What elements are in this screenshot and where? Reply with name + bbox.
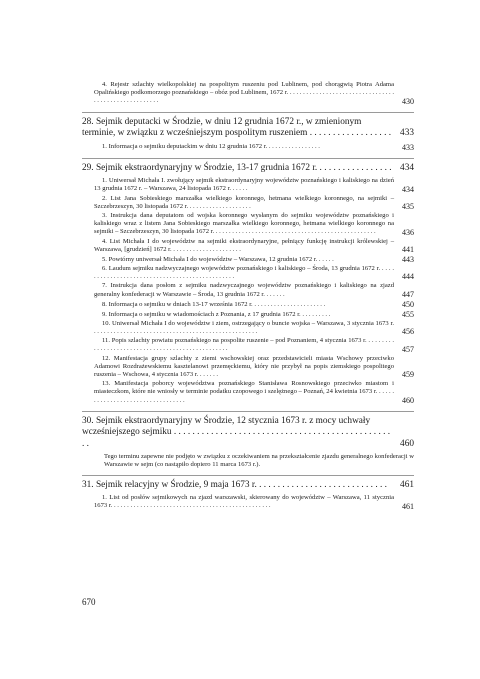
toc-section-31 xyxy=(82,475,414,511)
toc-item-page: 430 xyxy=(402,96,414,106)
toc-section-page: 460 xyxy=(400,438,414,449)
toc-item-text: 6. Laudum sejmiku nadzwyczajnego województw poznańskiego i kaliskiego – Środa, 13 grudnia 1672 r. . . . . . . . . . . . . . . . . . . . . . . . . . . . . . . . . . . . . . . . . . . . . . . . xyxy=(94,264,394,281)
toc-section-28 xyxy=(82,112,414,158)
toc-item xyxy=(82,265,414,281)
toc-section-page: 433 xyxy=(400,128,414,139)
toc-section-page: 461 xyxy=(400,479,414,490)
toc-item xyxy=(82,143,414,152)
toc-item-page: 433 xyxy=(402,142,414,152)
toc-section-heading xyxy=(82,476,414,492)
toc-section-heading xyxy=(82,113,414,140)
toc-item-text: 7. Instrukcja dana posłom z sejmiku nadzwyczajnego województw poznańskiego i kaliskiego na zjazd generalny konfederacji w Warszawie – Środa, 13 grudnia 1672 r. . . . . . . xyxy=(94,282,394,298)
toc-item xyxy=(82,255,414,264)
toc-item-page: 441 xyxy=(402,244,414,254)
toc-item-page: 450 xyxy=(402,299,414,309)
toc-item xyxy=(82,355,414,380)
toc-item xyxy=(82,337,414,353)
toc-item-page: 447 xyxy=(402,289,414,299)
toc-section-page: 434 xyxy=(400,162,414,173)
toc-section-30 xyxy=(82,411,414,475)
toc-item xyxy=(82,195,414,211)
toc-item-text: 4. List Michała I do województw na sejmiki ekstraordynaryjne, pełniący funkcję instrukcji królewskiej – Warszawa, [grudzień] 1672 r. . . . . . . . . . . . . . . . . . . . . . xyxy=(94,237,394,253)
toc-item xyxy=(82,282,414,298)
toc-item xyxy=(82,81,414,106)
toc-section-title: 30. Sejmik ekstraordynaryjny w Środzie, 12 stycznia 1673 r. z mocy uchwały wcześniejszego sejmiku . . . . . . . . . . . . . . . . . . . . . . . . . . . . . . . . . . . . . . . . . . . . . . . . . xyxy=(82,415,391,449)
toc-item-page: 434 xyxy=(402,184,414,194)
toc-item-text: 1. Uniwersał Michała I. zwołujący sejmik ekstraordynaryjny województw poznańskiego i kaliskiego na dzień 13 grudnia 1672 r. – Warszawa, 24 listopada 1672 r. . . . . . xyxy=(94,177,394,193)
toc-item xyxy=(82,380,414,405)
toc-item-page: 455 xyxy=(402,309,414,319)
toc-item-page: 444 xyxy=(402,272,414,282)
toc-item-page: 460 xyxy=(402,395,414,405)
toc-item-text: 9. Informacja o sejmiku w wiadomościach z Poznania, z 17 grudnia 1672 r. . . . . . . . . . xyxy=(102,310,331,318)
toc-item xyxy=(82,177,414,193)
toc-item-text: 1. Informacja o sejmiku deputackim w dniu 12 grudnia 1672 r. . . . . . . . . . . . . . . . . xyxy=(102,143,320,151)
toc-section-heading xyxy=(82,159,414,175)
toc-item-text: 8. Informacja o sejmiku w dniach 13-17 września 1672 r. . . . . . . . . . . . . . . . . . . . . . . xyxy=(102,300,326,308)
toc-item-page: 435 xyxy=(402,201,414,211)
toc-item-text: 4. Rejestr szlachty wielkopolskiej na pospolitym ruszeniu pod Lublinem, pod chorągwią Piotra Adama Opalińskiego podkomorzego poznańskiego – obóz pod Lublinem, 1672 r. . . . . . . . . . . . . . . . . . . . . . . . . . . . . . . . . . . . . . . . . . . . . . . . . . . . . xyxy=(94,81,394,105)
toc-item xyxy=(82,494,414,510)
toc-item-page: 461 xyxy=(402,501,414,511)
page-number: 670 xyxy=(82,597,96,607)
toc-items xyxy=(82,177,414,405)
toc-section-title: 29. Sejmik ekstraordynaryjny w Środzie, 13-17 grudnia 1672 r. . . . . . . . . . . . . . . . . xyxy=(82,162,392,173)
toc-items xyxy=(82,494,414,510)
toc-item xyxy=(82,238,414,254)
toc-item-text: 13. Manifestacja poborcy województwa poznańskiego Stanisława Rosnowskiego przeciwko miastom i miasteczkom, które nie wniosły w terminie podatku czopowego i szelężnego – Poznań, 24 kwietnia 1673 r. . . . . . . . . . . . . . . . . . . . . . . . . . . . . . . . . . xyxy=(94,380,394,404)
table-of-contents xyxy=(82,81,414,512)
toc-item-text: 1. List od posłów sejmikowych na zjazd warszawski, skierowany do województw – Warszawa, 11 stycznia 1673 r. . . . . . . . . . . . . . . . . . . . . . . . . . . . . . . . . . . . . . . . . . . . . . . . . xyxy=(94,494,394,510)
toc-item-text: 3. Instrukcja dana deputatom od wojska koronnego wysłanym do sejmiku województw poznańskiego i kaliskiego wraz z listem Jana Sobieskiego marszałka wielkiego koronnego, hetmana wielkiego koronnego na sejmiki – Szczebrzeszyn, 30 listopada 1672 r. . . . . . . . . . . . . . . . . . . . . . . . . . . . . . . . . . . . . . . . . . . . . . . . . . xyxy=(94,211,394,236)
toc-item xyxy=(82,212,414,237)
toc-section-note: Tego terminu zapewne nie podjęto w związku z oczekiwaniem na przekształcenie zjazdu generalnego konfederacji w Warszawie w sejm (co nastąpiło dopiero 11 marca 1673 r.). xyxy=(104,453,414,469)
toc-section-heading xyxy=(82,412,414,451)
toc-item-page: 443 xyxy=(402,254,414,264)
toc-item-page: 436 xyxy=(402,227,414,237)
toc-section-title: 28. Sejmik deputacki w Środzie, w dniu 12 grudnia 1672 r., w zmienionym terminie, w związku z wcześniejszym pospolitym ruszeniem . . . . . . . . . . . . . . . . . . xyxy=(82,116,392,139)
toc-item-text: 5. Powtórny uniwersał Michała I do województw – Warszawa, 12 grudnia 1672 r. . . . . . xyxy=(102,255,334,263)
toc-item-page: 457 xyxy=(402,344,414,354)
toc-section-29 xyxy=(82,158,414,411)
toc-section-title: 31. Sejmik relacyjny w Środzie, 9 maja 1673 r. . . . . . . . . . . . . . . . . . . . . . . . . . . . . xyxy=(82,479,387,490)
toc-item-text: 10. Uniwersał Michała I do województw i ziem, ostrzegający o buncie wojska – Warszawa, 3 stycznia 1673 r. . . . . . . . . . . . . . . . . . . . . . . . . . . . . . . . . . . . . . . . . . . . . . . . . . . xyxy=(94,319,394,335)
toc-items xyxy=(82,143,414,152)
toc-items xyxy=(82,81,414,106)
toc-item-page: 456 xyxy=(402,327,414,337)
toc-item-text: 11. Popis szlachty powiatu poznańskiego na pospolite ruszenie – pod Poznaniem, 4 stycznia 1673 r. . . . . . . . . . . . . . . . . . . . . . . . . . . . . . . . . . . . . . . . . . . . . . . . . . xyxy=(94,337,394,353)
toc-item xyxy=(82,310,414,319)
toc-item-text: 12. Manifestacja grupy szlachty z ziemi wschowskiej oraz przedstawicieli miasta Wschowy przeciwko Adamowi Rozdrażewskiemu kasztelanowi przemęckiemu, który nie przybył na popis ziemskiego pospolitego ruszenia – Wschowa, 4 stycznia 1673 r. . . . . . . xyxy=(94,354,394,378)
toc-section-continuation xyxy=(82,81,414,112)
toc-item xyxy=(82,320,414,336)
toc-item-text: 2. List Jana Sobieskiego marszałka wielkiego koronnego, hetmana wielkiego koronnego, na sejmiki – Szczebrzeszyn, 30 listopada 1672 r. . . . . . . . . . . . . . . . . . . . xyxy=(94,194,394,210)
toc-item xyxy=(82,300,414,309)
toc-item-page: 459 xyxy=(402,370,414,380)
